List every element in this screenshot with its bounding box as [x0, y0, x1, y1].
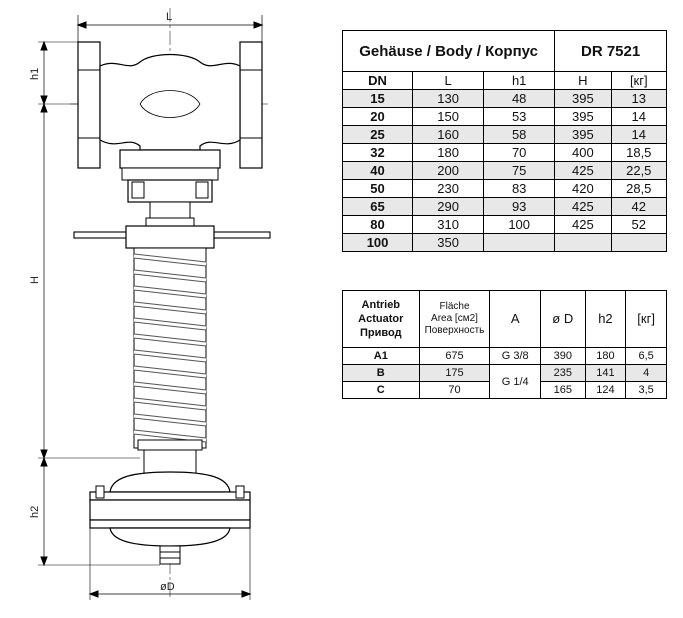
model-name: DR 7521: [555, 31, 667, 72]
table-row: [343, 162, 667, 180]
cell-h: 425: [555, 216, 611, 234]
col-h1: h1: [484, 72, 555, 90]
body-table-title: Gehäuse / Body / Корпус: [343, 31, 555, 72]
table-row: [343, 198, 667, 216]
spring-plate: [74, 226, 270, 248]
col-kg: [кг]: [611, 72, 666, 90]
col-h: H: [555, 72, 611, 90]
cell-h: 425: [555, 162, 611, 180]
cell-h1: 93: [484, 198, 555, 216]
act-a: G 1/4: [490, 365, 541, 399]
cell-dn: 50: [343, 180, 413, 198]
table-row: [343, 144, 667, 162]
table-row: [343, 108, 667, 126]
cell-h1: 58: [484, 126, 555, 144]
cell-h1: 70: [484, 144, 555, 162]
table-row: [343, 90, 667, 108]
cell-dn: 100: [343, 234, 413, 252]
cell-dn: 65: [343, 198, 413, 216]
act-h2: 180: [585, 348, 626, 365]
spring: [134, 248, 206, 450]
act-kg: 3,5: [626, 382, 667, 399]
label-h1: h1: [29, 67, 41, 80]
col-area-en: Area [см2]: [431, 313, 478, 324]
cell-h: 420: [555, 180, 611, 198]
label-l: L: [166, 11, 173, 23]
actuator-table: [342, 290, 667, 399]
act-a: G 3/8: [490, 348, 541, 365]
cell-l: 310: [413, 216, 484, 234]
cell-h: 395: [555, 126, 611, 144]
act-name: A1: [343, 348, 420, 365]
col-h2: h2: [585, 291, 626, 348]
cell-h1: 48: [484, 90, 555, 108]
col-area-de: Fläche: [439, 301, 470, 312]
cell-h1: [484, 234, 555, 252]
label-h2: h2: [29, 505, 41, 518]
cell-dn: 15: [343, 90, 413, 108]
cell-h1: 100: [484, 216, 555, 234]
col-actuator: [343, 291, 420, 348]
cell-kg: 18,5: [611, 144, 666, 162]
body-dimensions-table: [342, 30, 667, 252]
col-a: A: [490, 291, 541, 348]
act-kg: 6,5: [626, 348, 667, 365]
cell-kg: 52: [611, 216, 666, 234]
cell-dn: 32: [343, 144, 413, 162]
cell-dn: 20: [343, 108, 413, 126]
act-name: B: [343, 365, 420, 382]
col-actuator-de: Antrieb: [361, 299, 401, 311]
cell-h: 425: [555, 198, 611, 216]
cell-dn: 25: [343, 126, 413, 144]
col-kg-act: [кг]: [626, 291, 667, 348]
label-d: øD: [160, 581, 175, 593]
cell-l: 160: [413, 126, 484, 144]
cell-kg: 28,5: [611, 180, 666, 198]
col-area-ru: Поверхность: [424, 325, 485, 336]
cell-l: 290: [413, 198, 484, 216]
act-area: 675: [419, 348, 490, 365]
cell-h: [555, 234, 611, 252]
col-actuator-en: Actuator: [358, 313, 404, 325]
col-d: ø D: [540, 291, 585, 348]
cell-l: 130: [413, 90, 484, 108]
col-area: [419, 291, 490, 348]
actuator: [90, 450, 250, 564]
cell-dn: 40: [343, 162, 413, 180]
cell-l: 150: [413, 108, 484, 126]
label-h: H: [29, 276, 41, 284]
col-l: L: [413, 72, 484, 90]
table-row: [343, 180, 667, 198]
table-row: [343, 126, 667, 144]
cell-kg: 42: [611, 198, 666, 216]
cell-kg: [611, 234, 666, 252]
cell-l: 180: [413, 144, 484, 162]
cell-kg: 14: [611, 108, 666, 126]
act-d: 165: [540, 382, 585, 399]
cell-l: 350: [413, 234, 484, 252]
act-kg: 4: [626, 365, 667, 382]
act-h2: 141: [585, 365, 626, 382]
cell-h: 395: [555, 108, 611, 126]
act-h2: 124: [585, 382, 626, 399]
table-row: [343, 216, 667, 234]
cell-kg: 14: [611, 126, 666, 144]
act-d: 390: [540, 348, 585, 365]
valve-drawing: [0, 0, 330, 618]
cell-kg: 13: [611, 90, 666, 108]
cell-h: 400: [555, 144, 611, 162]
table-row: [343, 234, 667, 252]
cell-l: 230: [413, 180, 484, 198]
col-dn: DN: [343, 72, 413, 90]
cell-dn: 80: [343, 216, 413, 234]
act-name: C: [343, 382, 420, 399]
cell-h: 395: [555, 90, 611, 108]
cell-l: 200: [413, 162, 484, 180]
act-area: 175: [419, 365, 490, 382]
cell-h1: 75: [484, 162, 555, 180]
col-actuator-ru: Привод: [360, 327, 402, 339]
cell-kg: 22,5: [611, 162, 666, 180]
act-area: 70: [419, 382, 490, 399]
cell-h1: 53: [484, 108, 555, 126]
cell-h1: 83: [484, 180, 555, 198]
act-d: 235: [540, 365, 585, 382]
valve-body: [78, 42, 262, 228]
